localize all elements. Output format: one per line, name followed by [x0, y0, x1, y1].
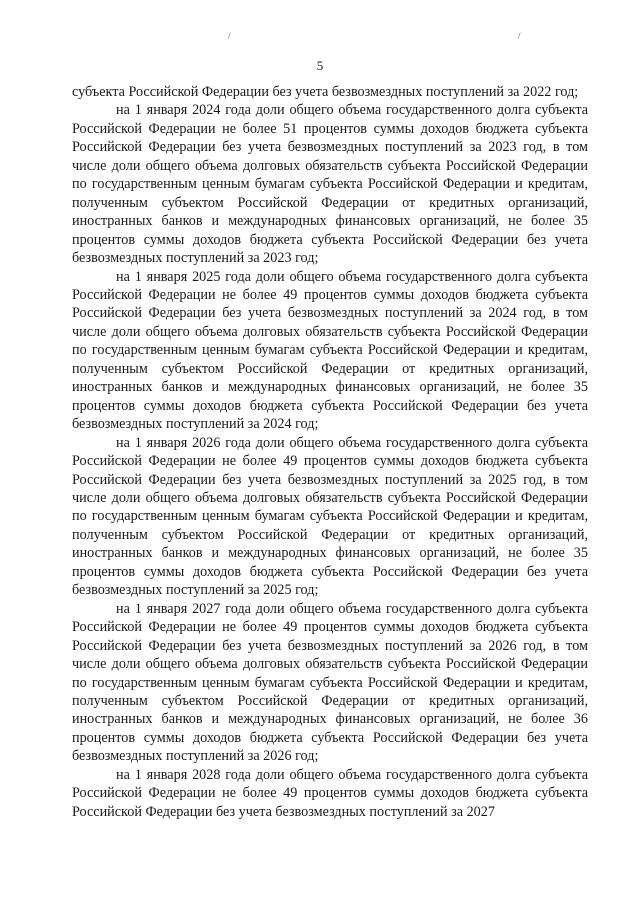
paragraph-2027: на 1 января 2027 года доли общего объема государственного долга субъекта Российской Федерации не более 49 процентов суммы доходов бюджета субъекта Российской Федерации без учета безвозмездных поступлений за 2026 год, в том числе доли общего объема долговых обязательств субъекта Российской Федерации по государственным ценным бумагам субъекта Российской Федерации и кредитам, полученным субъектом Российской Федерации от кредитных организаций, иностранных банков и международных финансовых организаций, не более 36 процентов суммы доходов бюджета субъекта Российской Федерации без учета безвозмездных поступлений за 2026 год; [72, 600, 588, 765]
paragraph-2025: на 1 января 2025 года доли общего объема государственного долга субъекта Российской Федерации не более 49 процентов суммы доходов бюджета субъекта Российской Федерации без учета безвозмездных поступлений за 2024 год, в том числе доли общего объема долговых обязательств субъекта Российской Федерации по государственным ценным бумагам субъекта Российской Федерации и кредитам, полученным субъектом Российской Федерации от кредитных организаций, иностранных банков и международных финансовых организаций, не более 35 процентов суммы доходов бюджета субъекта Российской Федерации без учета безвозмездных поступлений за 2024 год; [72, 268, 588, 433]
paragraph-2028: на 1 января 2028 года доли общего объема государственного долга субъекта Российской Федерации не более 49 процентов суммы доходов бюджета субъекта Российской Федерации без учета безвозмездных поступлений за 2027 [72, 766, 588, 820]
scan-mark: / [228, 31, 231, 41]
document-body [72, 83, 588, 821]
page-number: 5 [316, 58, 324, 73]
paragraph-continued: субъекта Российской Федерации без учета безвозмездных поступлений за 2022 год; [72, 84, 579, 100]
paragraph-2024: на 1 января 2024 года доли общего объема государственного долга субъекта Российской Федерации не более 51 процентов суммы доходов бюджета субъекта Российской Федерации без учета безвозмездных поступлений за 2023 год, в том числе доли общего объема долговых обязательств субъекта Российской Федерации по государственным ценным бумагам субъекта Российской Федерации и кредитам, полученным субъектом Российской Федерации от кредитных организаций, иностранных банков и международных финансовых организаций, не более 35 процентов суммы доходов бюджета субъекта Российской Федерации без учета безвозмездных поступлений за 2023 год; [72, 102, 588, 267]
scan-mark: / [518, 31, 521, 41]
paragraph-2026: на 1 января 2026 года доли общего объема государственного долга субъекта Российской Федерации не более 49 процентов суммы доходов бюджета субъекта Российской Федерации без учета безвозмездных поступлений за 2025 год, в том числе доли общего объема долговых обязательств субъекта Российской Федерации по государственным ценным бумагам субъекта Российской Федерации и кредитам, полученным субъектом Российской Федерации от кредитных организаций, иностранных банков и международных финансовых организаций, не более 35 процентов суммы доходов бюджета субъекта Российской Федерации без учета безвозмездных поступлений за 2025 год; [72, 434, 588, 599]
